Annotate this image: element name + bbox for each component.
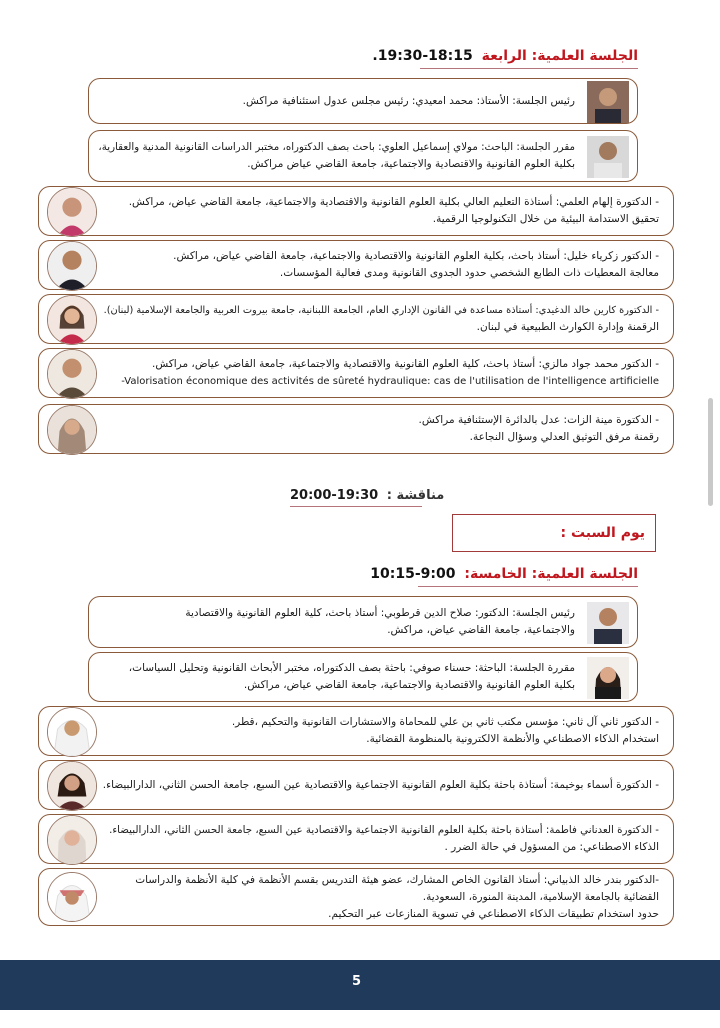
- session-5-time: 9:00-10:15: [370, 566, 456, 582]
- card-line: - الدكتورة مينة الزات: عدل بالدائرة الإستئنافية مراكش.: [418, 414, 659, 426]
- speaker-photo: [47, 815, 97, 865]
- discussion-time: 19:30-20:00: [290, 488, 379, 503]
- session-5-label: الجلسة العلمية: الخامسة:: [464, 566, 638, 582]
- scrollbar[interactable]: [708, 398, 713, 506]
- session-4-time: 18:15-19:30.: [372, 48, 473, 64]
- day-box: [452, 514, 656, 552]
- card-line: حدود استخدام تطبيقات الذكاء الاصطناعي في تسوية المنازعات عبر التحكيم.: [328, 907, 659, 920]
- session-5-heading: [370, 566, 638, 582]
- card-line: مقرر الجلسة: الباحث: مولاي إسماعيل العلوي: باحث بصف الدكتوراه، مختبر الدراسات القانونية المدنية والعقارية،: [98, 141, 575, 153]
- card-line: رقمنة مرفق التوثيق العدلي وسؤال النجاعة.: [469, 431, 659, 443]
- session-5-chair-card: [88, 596, 638, 648]
- session-4-rapporteur-card: [88, 130, 638, 182]
- speaker-card: [38, 240, 674, 290]
- card-line: رئيس الجلسة: الدكتور: صلاح الدين قرطوبي: أستاذ باحث، كلية العلوم القانونية والاقتصادية: [185, 607, 575, 619]
- speaker-card: [38, 348, 674, 398]
- discussion-underline: [290, 506, 422, 507]
- card-line: مقررة الجلسة: الباحثة: حسناء صوفي: باحثة بصف الدكتوراه، مختبر الأبحاث القانونية وتحليل السياسات،: [128, 662, 575, 674]
- speaker-photo: [47, 187, 97, 237]
- session-4-chair-card: [88, 78, 638, 124]
- card-line: بكلية العلوم القانونية والاقتصادية والاجتماعية، جامعة القاضي عياض مراكش.: [247, 158, 575, 170]
- card-line: -الدكتور بندر خالد الذبياني: أستاذ القانون الخاص المشارك، عضو هيئة التدريس بقسم الأنظمة في كلية الأنظمة والدراسات: [135, 873, 659, 886]
- card-line: - الدكتور ثاني آل ثاني: مؤسس مكتب ثاني بن علي للمحاماة والاستشارات القانونية والتحكيم ،قطر.: [231, 716, 659, 728]
- card-line: - الدكتور زكرياء خليل: أستاذ باحث، بكلية العلوم القانونية والاقتصادية والاجتماعية، جامعة القاضي عياض، مراكش.: [173, 250, 659, 262]
- card-line: -Valorisation économique des activités de sûreté hydraulique: cas de l'utilisation de l'intelligence artificielle: [121, 376, 659, 387]
- card-line: الرقمنة وإدارة الكوارث الطبيعية في لبنان.: [476, 321, 659, 333]
- session-4-heading: [372, 48, 638, 64]
- speaker-card: [38, 186, 674, 236]
- speaker-card: [38, 294, 674, 344]
- speaker-photo: [47, 405, 97, 455]
- rapporteur-photo: [587, 136, 629, 178]
- speaker-photo: [47, 241, 97, 291]
- card-line: تحقيق الاستدامة البيئية من خلال التكنولوجيا الرقمية.: [432, 213, 659, 225]
- speaker-card: [38, 706, 674, 756]
- session-5-underline: [418, 586, 638, 587]
- speaker-photo: [47, 295, 97, 345]
- speaker-card: [38, 868, 674, 926]
- session-4-label: الجلسة العلمية: الرابعة: [481, 48, 638, 64]
- session-4-underline: [420, 68, 638, 69]
- card-line: معالجة المعطيات ذات الطابع الشخصي حدود الجدوى القانونية ومدى فعالية المؤسسات.: [279, 267, 659, 279]
- card-line: بكلية العلوم القانونية والاقتصادية والاجتماعية، جامعة القاضي عياض، مراكش.: [243, 679, 575, 691]
- card-line: - الدكتورة العدناني فاطمة: أستاذة باحثة بكلية العلوم القانونية الاجتماعية والاقتصادية عين السبع، جامعة الحسن الثاني، الدارالبيضاء.: [109, 824, 659, 836]
- card-line: - الدكتورة كارين خالد الدغيدي: أستاذة مساعدة في القانون الإداري العام، الجامعة اللبنانية، جامعة بيروت العربية والجامعة الإسلامية (لبنان).: [103, 305, 659, 316]
- rapporteur-photo: [587, 657, 629, 699]
- card-line: القضائية بالجامعة الإسلامية، المدينة المنورة، السعودية.: [422, 890, 659, 903]
- card-line: رئيس الجلسة: الأستاذ: محمد امعيدي: رئيس مجلس عدول استئنافية مراكش.: [242, 94, 575, 107]
- chair-photo: [587, 81, 629, 123]
- card-line: - الدكتورة إلهام العلمي: أستاذة التعليم العالي بكلية العلوم القانونية والاقتصادية والاجتماعية، جامعة القاضي عياض، مراكش.: [128, 196, 659, 208]
- speaker-photo: [47, 707, 97, 757]
- speaker-photo: [47, 349, 97, 399]
- speaker-photo: [47, 761, 97, 811]
- speaker-card: [38, 760, 674, 810]
- card-line: - الدكتورة أسماء بوخيمة: أستاذة باحثة بكلية العلوم القانونية الاجتماعية والاقتصادية عين السبع، جامعة الحسن الثاني، الدارالبيضاء.: [102, 778, 659, 791]
- discussion-label: مناقشة :: [386, 488, 445, 503]
- discussion-line: [290, 488, 444, 503]
- speaker-card: [38, 404, 674, 454]
- page-number: 5: [352, 974, 362, 989]
- session-5-rapporteur-card: [88, 652, 638, 702]
- card-line: استخدام الذكاء الاصطناعي والأنظمة الالكترونية بالمنظومة القضائية.: [366, 733, 659, 745]
- speaker-photo: [47, 872, 97, 922]
- card-line: - الدكتور محمد جواد مالزي: أستاذ باحث، كلية العلوم القانونية والاقتصادية والاجتماعية، جامعة القاضي عياض، مراكش.: [152, 358, 659, 370]
- card-line: والاجتماعية، جامعة القاضي عياض، مراكش.: [387, 624, 575, 636]
- page-footer: [0, 960, 720, 1010]
- speaker-card: [38, 814, 674, 864]
- card-line: الذكاء الاصطناعي: من المسؤول في حالة الضرر .: [444, 841, 659, 853]
- chair-photo: [587, 602, 629, 644]
- day-label: يوم السبت :: [560, 525, 645, 541]
